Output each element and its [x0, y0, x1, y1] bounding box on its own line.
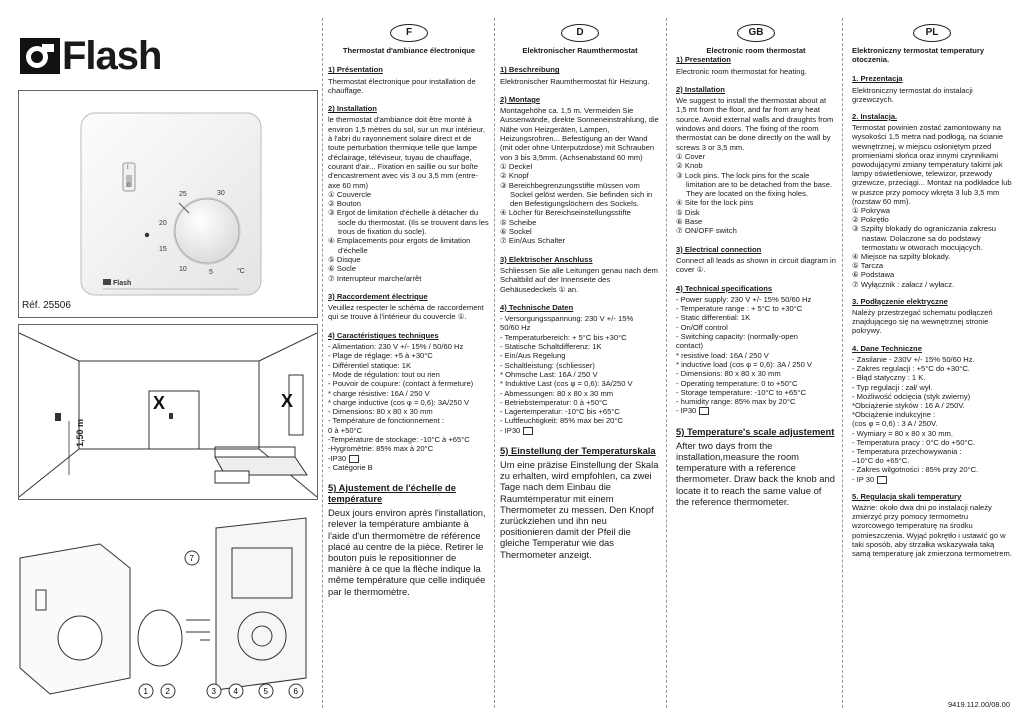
- de-item: ③ Bereichbegrenzungsstifte müssen vom Sockel gelöst werden. Sie befinden sich in den Befestigungslöchern des Sockels.: [500, 180, 653, 209]
- fr-spec: - Dimensions: 80 x 80 x 30 mm: [328, 407, 433, 417]
- gb-spec: - Dimensions: 80 x 80 x 30 mm: [676, 369, 781, 379]
- gb-spec: * resistive load: 16A / 250 V: [676, 350, 769, 360]
- pl-item: ⑥ Podstawa: [852, 270, 895, 280]
- fr-spec: * charge résistive: 16A / 250 V: [328, 388, 430, 398]
- gb-spec: - Operating temperature: 0 to +50°C: [676, 378, 798, 388]
- fr-spec: - Mode de régulation: tout ou rien: [328, 369, 440, 379]
- column-french: [328, 24, 490, 597]
- de-s2-text: Montagehöhe ca. 1,5 m. Vermeiden Sie Aussenwände, direkte Sonneneinstrahlung, die Nähe von Heizgeräten, Lampen, Heizungsrohren... Befestigung an der Wand (mit oder ohne Unterputzdose) mit Schrauben von 3 bis 3,5mm. (Achsenabstand 60 mm): [500, 106, 659, 162]
- de-item: ⑦ Ein/Aus Schalter: [500, 236, 566, 246]
- de-title: Elektronischer Raumthermostat: [522, 46, 638, 55]
- ip-symbol-icon: [523, 427, 533, 435]
- fr-item: ② Bouton: [328, 199, 361, 209]
- column-german: [500, 24, 660, 560]
- de-item: ⑤ Scheibe: [500, 217, 537, 227]
- pl-spec: –10°C do +65°C.: [852, 456, 910, 466]
- fr-spec: - Plage de réglage: +5 à +30°C: [328, 351, 433, 361]
- callout-7: 7: [189, 554, 194, 563]
- de-s3-text: Schliessen Sie alle Leitungen genau nach dem Schaltbild auf der Innenseite des Gehäusedeckels ① an.: [500, 265, 658, 294]
- fr-spec: * charge inductive (cos φ = 0,6): 3A/250 V: [328, 397, 470, 407]
- gb-s4-title: 4) Technical specifications: [676, 283, 773, 293]
- fr-s1-title: 1) Présentation: [328, 65, 383, 75]
- fr-item: ① Couvercle: [328, 189, 372, 199]
- de-spec: - Abmessungen: 80 x 80 x 30 mm: [500, 388, 614, 398]
- pl-s4-title: 4. Dane Techniczne: [852, 343, 922, 353]
- gb-item: ① Cover: [676, 151, 706, 161]
- pl-s2-title: 2. Instalacja.: [852, 112, 898, 122]
- column-divider: [842, 18, 843, 708]
- de-spec: - Statische Schaltdifferenz: 1K: [500, 342, 602, 352]
- switch-on-mark: I: [127, 165, 129, 171]
- de-item: ② Knopf: [500, 171, 529, 181]
- callout-1: 1: [143, 687, 148, 696]
- pl-item: ⑦ Wyłącznik : załacz / wyłacz.: [852, 279, 955, 289]
- pl-item: ② Pokrętło: [852, 215, 889, 225]
- gb-item: ⑦ ON/OFF switch: [676, 226, 737, 236]
- gb-spec: * inductive load (cos φ = 0,6): 3A / 250 V: [676, 359, 812, 369]
- gb-s5-title: 5) Temperature's scale adjustement: [676, 425, 835, 437]
- gb-spec: - On/Off control: [676, 322, 728, 332]
- gb-s5-text: After two days from the installation,measure the room temperature with a reference thermometer. Draw back the knob and locate it to reach the same value of the reference thermometer.: [676, 439, 835, 507]
- de-s2-title: 2) Montage: [500, 94, 541, 104]
- fr-category: - Catégorie B: [328, 462, 373, 472]
- fr-item: ⑤ Disque: [328, 254, 361, 264]
- avoid-window-mark: X: [281, 391, 294, 411]
- gb-item: ⑥ Base: [676, 217, 703, 227]
- fr-title: Thermostat d'ambiance électronique: [342, 46, 476, 55]
- de-s1-text: Elektronischer Raumthermostat für Heizung.: [500, 76, 650, 86]
- gb-ip: - IP30: [676, 406, 697, 416]
- gb-spec: contact): [676, 341, 704, 351]
- pl-item: ④ Miejsce na szpilty blokady.: [852, 252, 951, 262]
- fr-s4-title: 4) Caractéristiques techniques: [328, 330, 439, 340]
- fr-spec: 0 à +50°C: [328, 425, 363, 435]
- fr-s5-text: Deux jours environ après l'installation, relever la température ambiante à l'aide d'un thermomètre de référence placé au centre de la pièce. Retirer le bouton puis le repositionner de manière à ce que la flèche indique la même température que celle indiquée par le thermomètre.: [328, 507, 486, 597]
- pl-s5-text: Ważne: około dwa dni po instalacji należy zmierzyć przy pomocy termometru wzorcowego temperaturę na środku pomieszczenia. Wyjąć pokrętło i ustawić go w taki sposób, aby strzałka wskazywała taką samą temperaturę jak zmierzona termometrem.: [852, 502, 1012, 558]
- fr-item: ⑥ Socle: [328, 264, 356, 274]
- callout-4: 4: [233, 687, 238, 696]
- gb-spec: - Storage temperature: -10°C to +65°C: [676, 387, 806, 397]
- pl-s1-title: 1. Prezentacja: [852, 74, 903, 84]
- ip-symbol-icon: [349, 455, 359, 463]
- dial-20: 20: [159, 220, 167, 227]
- gb-s3-text: Connect all leads as shown in circuit diagram in cover ①.: [676, 255, 836, 275]
- product-reference: Réf. 25506: [22, 300, 71, 311]
- brand-name: Flash: [62, 34, 162, 78]
- pl-item: ⑤ Tarcza: [852, 261, 884, 271]
- column-divider: [322, 18, 323, 708]
- gb-item: ② Knob: [676, 161, 703, 171]
- dial-30: 30: [217, 190, 225, 197]
- de-spec: * Ohmsche Last: 16A / 250 V: [500, 369, 598, 379]
- gb-spec: - Static differential: 1K: [676, 313, 751, 323]
- de-s5-title: 5) Einstellung der Temperaturskala: [500, 444, 656, 456]
- de-spec: - Luftfeuchtigkeit: 85% max bei 20°C: [500, 416, 623, 426]
- de-s4-title: 4) Technische Daten: [500, 302, 574, 312]
- gb-item: ③ Lock pins. The lock pins for the scale limitation are to be detached from the base. They are located on the fixing holes.: [676, 170, 833, 199]
- pl-spec: *Obciążenie styków : 16 A / 250V.: [852, 400, 965, 410]
- dial-25: 25: [179, 191, 187, 198]
- brand-logo: [20, 34, 160, 78]
- pl-spec: - Temperatura przechowywania :: [852, 446, 962, 456]
- callout-3: 3: [211, 687, 216, 696]
- fr-s5-title: 5) Ajustement de l'échelle de température: [328, 482, 456, 505]
- fr-ip: -IP30: [328, 453, 347, 463]
- pl-s3-title: 3. Podłączenie elektryczne: [852, 296, 948, 306]
- pl-ip: - IP 30: [852, 474, 875, 484]
- pl-ip-row: [852, 475, 1012, 484]
- de-spec: - Ein/Aus Regelung: [500, 351, 566, 361]
- de-spec: * Induktive Last (cos φ = 0,6): 3A/250 V: [500, 379, 633, 389]
- ip-symbol-icon: [877, 476, 887, 484]
- de-item: ① Deckel: [500, 161, 533, 171]
- de-item: ④ Löcher für Bereichseinstellungsstifte: [500, 208, 631, 218]
- callout-5: 5: [263, 687, 268, 696]
- fr-spec: - Différentiel statique: 1K: [328, 360, 412, 370]
- gb-item: ④ Site for the lock pins: [676, 198, 754, 208]
- product-photo: [18, 90, 318, 318]
- room-illustration: [18, 324, 318, 500]
- document-code: 9419.112.00/08.00: [947, 700, 1010, 709]
- language-badge-fr: F: [390, 24, 428, 42]
- de-s5-text: Um eine präzise Einstellung der Skala zu erhalten, wird empfohlen, ca zwei Tage nach dem Einbau die Raumtemperatur mit einem Thermometer zu messen. Den Knopf zurückziehen und ihn neu positionieren damit der Pfeil die gleiche Temperatur wie das Thermometer anzeigt.: [500, 458, 659, 560]
- pl-item: ① Pokrywa: [852, 206, 891, 216]
- de-ip: - IP30: [500, 425, 521, 435]
- language-badge-pl: PL: [913, 24, 951, 42]
- fr-s2-title: 2) Installation: [328, 104, 377, 114]
- product-label: Flash: [113, 280, 132, 287]
- gb-s3-title: 3) Electrical connection: [676, 244, 762, 254]
- de-spec: 50/60 Hz: [500, 323, 531, 333]
- gb-item: ⑤ Disk: [676, 207, 700, 217]
- de-s1-title: 1) Beschreibung: [500, 65, 560, 75]
- fr-ip-row: [328, 454, 490, 463]
- fr-item: ③ Ergot de limitation d'échelle à détacher du socle du thermostat. (Ils se trouvent dans les trous de fixation du socle).: [328, 208, 489, 237]
- language-badge-gb: GB: [737, 24, 775, 42]
- column-divider: [666, 18, 667, 708]
- de-spec: - Betriebstemperatur: 0 à +50°C: [500, 397, 608, 407]
- language-badge-de: D: [561, 24, 599, 42]
- pl-spec: - Typ regulacji : zał/ wył.: [852, 382, 933, 392]
- column-english: [676, 24, 836, 507]
- fr-spec: -Hygrométrie: 85% max à 20°C: [328, 444, 434, 454]
- pl-spec: - Zasilanie - 230V +/- 15% 50/60 Hz.: [852, 354, 975, 364]
- thermostat-illustration: [19, 91, 317, 317]
- de-spec: - Schaltleistung: (schliesser): [500, 360, 595, 370]
- callout-2: 2: [165, 687, 170, 696]
- pl-s1-text: Elektroniczny termostat do instalacji grzewczych.: [852, 85, 973, 104]
- flash-logo-icon: [20, 38, 60, 74]
- column-divider: [494, 18, 495, 708]
- de-ip-row: [500, 426, 660, 435]
- pl-spec: - Wymiary = 80 x 80 x 30 mm.: [852, 428, 953, 438]
- fr-s3-text: Veuillez respecter le schéma de raccordement qui se trouve à l'intérieur du couvercle ①.: [328, 303, 484, 322]
- fr-item: ⑦ Interrupteur marche/arrêt: [328, 273, 422, 283]
- gb-spec: - humidity range: 85% max by 20°C: [676, 397, 796, 407]
- pl-spec: - Błąd statyczny : 1 K.: [852, 373, 926, 383]
- pl-s2-text: Termostat powinien zostać zamontowany na wysokości 1,5 metra nad podłogą, na ścianie wewnętrznej, w miejscu osłoniętym przed promieniami słońca oraz innymi czynnikami powodującymi zmiany temperatury takimi jak lampy oświetleniowe, telewizor, przewody grzewcze, przeciągi... Montaż na podkładce lub w puszce przy pomocy wkręta 3 lub 3,5 mm (rozstaw 60 mm).: [852, 123, 1012, 206]
- fr-spec: - Pouvoir de coupure: (contact à fermeture): [328, 379, 474, 389]
- switch-off-mark: 0: [127, 183, 131, 189]
- gb-s2-title: 2) Installation: [676, 84, 725, 94]
- dial-5: 5: [209, 269, 213, 276]
- dial-unit: °C: [237, 268, 245, 275]
- fr-s3-title: 3) Raccordement électrique: [328, 291, 428, 301]
- fr-spec: - Température de fonctionnement :: [328, 416, 444, 426]
- gb-title: Electronic room thermostat: [706, 46, 806, 55]
- pl-s5-title: 5. Regulacja skali temperatury: [852, 491, 962, 501]
- de-spec: - Versorgungsspannung: 230 V +/- 15%: [500, 314, 634, 324]
- de-s3-title: 3) Elektrischer Anschluss: [500, 254, 593, 264]
- fr-s2-text: le thermostat d'ambiance doit être monté à environ 1,5 mètres du sol, sur un mur intérieur, à l'abri du rayonnement solaire direct et de toute perturbation thermique telle que lampe d'éclairage, téléviseur, tuyau de chauffage, courant d'air... Fixation en saillie ou sur boîte d'encastrement avec vis 3 ou 3,5 mm (entre-axe 60 mm): [328, 115, 486, 190]
- column-polish: [852, 24, 1012, 558]
- pl-spec: - Zakres regulacji : +5°C do +30°C.: [852, 364, 970, 374]
- pl-spec: - Możliwość odcięcia (styk zwierny): [852, 391, 971, 401]
- pl-s3-text: Należy przestrzegać schematu podłączeń znajdującego się na wewnętrznej stronie pokrywy.: [852, 308, 993, 336]
- pl-spec: (cos φ = 0,6) : 3 A / 250V.: [852, 419, 938, 429]
- pl-spec: - Zakres wilgotności : 85% przy 20°C.: [852, 465, 979, 475]
- gb-s2-text: We suggest to install the thermostat about at 1,5 mt from the floor, and far from any heat source. Avoid external walls and draughts from windows and doors. The fixing of the room thermostat can be done directly on the wall by screws 3 or 3,5 mm.: [676, 96, 834, 152]
- gb-spec: - Switching capacity: (normally-open: [676, 332, 798, 342]
- fr-spec: - Alimentation: 230 V +/- 15% / 50/60 Hz: [328, 342, 464, 352]
- gb-spec: - Temperature range : + 5°C to +30°C: [676, 304, 803, 314]
- pl-title: Elektroniczny termostat temperatury otoczenia.: [852, 46, 985, 65]
- ip-symbol-icon: [699, 407, 709, 415]
- dial-10: 10: [179, 266, 187, 273]
- de-spec: - Lagertemperatur: -10°C bis +65°C: [500, 407, 620, 417]
- de-spec: - Temperaturbereich: + 5°C bis +30°C: [500, 332, 627, 342]
- pl-item: ③ Szpilty blokady do ograniczania zakresu nastaw. Dolaczone sa do podstawy termostatu w otworach mocujących.: [852, 224, 996, 252]
- callout-6: 6: [293, 687, 298, 696]
- mount-height-label: 1,50 m: [75, 418, 85, 447]
- fr-item: ④ Emplacements pour ergots de limitation d'échelle: [328, 236, 471, 255]
- pl-spec: - Temperatura pracy : 0°C do +50°C.: [852, 437, 976, 447]
- avoid-door-mark: X: [153, 393, 166, 413]
- gb-ip-row: [676, 406, 836, 415]
- fr-s1-text: Thermostat électronique pour installation de chauffage.: [328, 76, 476, 95]
- gb-spec: - Power supply: 230 V +/- 15% 50/60 Hz: [676, 294, 812, 304]
- de-item: ⑥ Sockel: [500, 227, 532, 237]
- pl-spec: *Obciążenie indukcyjne :: [852, 410, 936, 420]
- fr-spec: -Température de stockage: -10°C à +65°C: [328, 434, 470, 444]
- dial-15: 15: [159, 246, 167, 253]
- exploded-view: [10, 508, 318, 704]
- gb-s1-title: 1) Presentation: [676, 55, 731, 65]
- gb-s1-text: Electronic room thermostat for heating.: [676, 66, 807, 76]
